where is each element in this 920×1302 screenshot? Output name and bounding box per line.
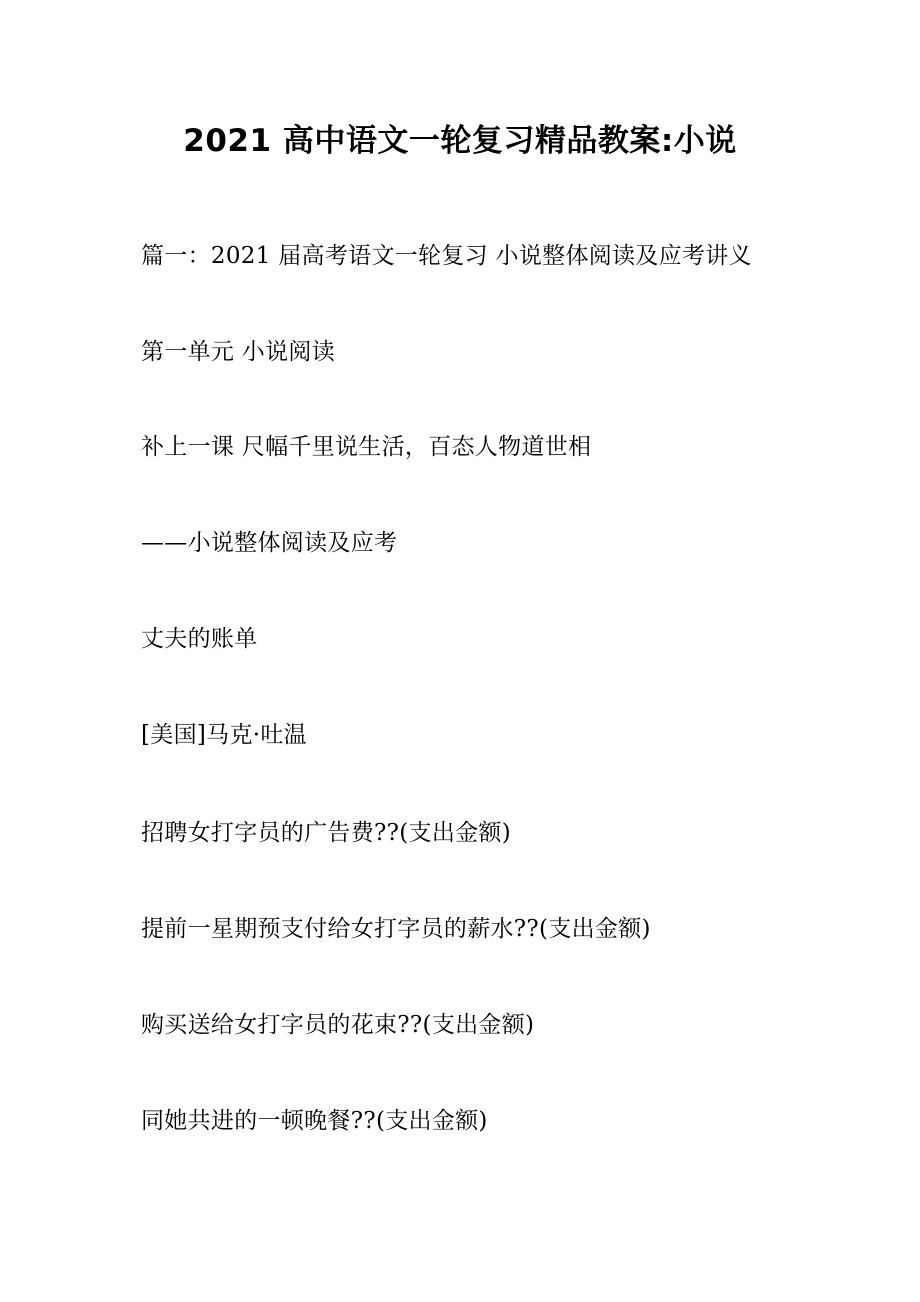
bill-item: 同她共进的一顿晚餐??(支出金额) bbox=[141, 1108, 488, 1134]
story-author: [美国]马克·吐温 bbox=[141, 722, 307, 748]
story-title: 丈夫的账单 bbox=[141, 626, 258, 652]
section-heading: 篇一：2021 届高考语文一轮复习 小说整体阅读及应考讲义 bbox=[141, 243, 752, 269]
bill-item: 购买送给女打字员的花束??(支出金额) bbox=[141, 1012, 535, 1038]
unit-heading: 第一单元 小说阅读 bbox=[141, 339, 336, 365]
lesson-heading: 补上一课 尺幅千里说生活，百态人物道世相 bbox=[141, 434, 592, 460]
lesson-subtitle: ——小说整体阅读及应考 bbox=[141, 530, 398, 556]
bill-item: 提前一星期预支付给女打字员的薪水??(支出金额) bbox=[141, 916, 651, 942]
bill-item: 招聘女打字员的广告费??(支出金额) bbox=[141, 820, 512, 846]
document-title: 2021 高中语文一轮复习精品教案:小说 bbox=[183, 123, 737, 159]
